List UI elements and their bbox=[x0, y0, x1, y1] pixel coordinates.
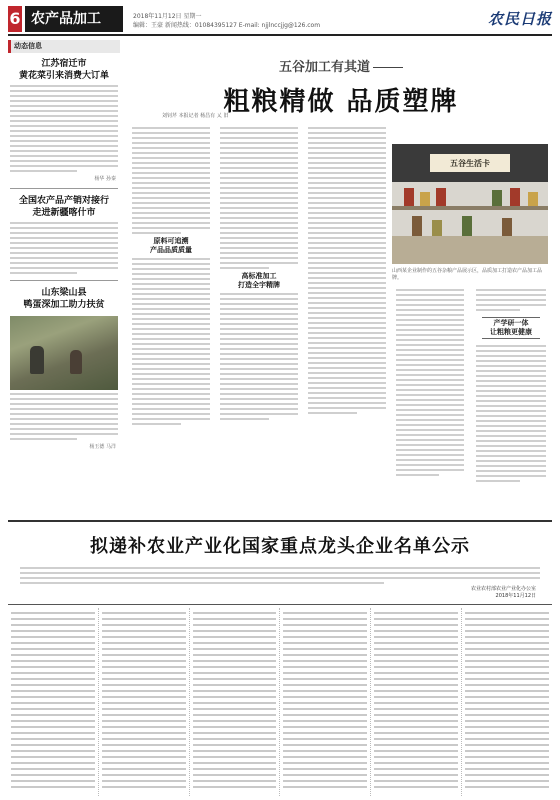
list-column bbox=[190, 608, 281, 796]
subhead-2: 高标准加工 打造全宇精牌 bbox=[238, 272, 280, 289]
article-title-2: 全国农产品产销对接行 走进新疆喀什市 bbox=[18, 196, 109, 218]
feature-col-1 bbox=[130, 124, 212, 428]
page-number: 6 bbox=[8, 6, 22, 32]
article-body-1 bbox=[8, 85, 120, 172]
list-column bbox=[462, 608, 552, 796]
section-name: 农产品加工 bbox=[25, 6, 123, 32]
list-column bbox=[371, 608, 462, 796]
date-line: 2018年11月12日 星期一 bbox=[133, 13, 202, 20]
notice-intro bbox=[20, 564, 540, 587]
photo-caption: 山西某企业制作的五谷杂粮产品展示区，品质加工打造农产品加工品牌。 bbox=[392, 268, 543, 281]
article-body-3 bbox=[8, 393, 120, 440]
left-column bbox=[8, 40, 120, 514]
page-header bbox=[8, 6, 552, 32]
feature-col-3 bbox=[306, 124, 388, 417]
feature-col-4 bbox=[394, 286, 466, 479]
list-column bbox=[280, 608, 371, 796]
notice-title: 拟递补农业产业化国家重点龙头企业名单公示 bbox=[90, 536, 470, 557]
list-column bbox=[99, 608, 190, 796]
feature-photo bbox=[392, 144, 548, 264]
article-title-3: 山东梁山县 鸭蛋深加工助力扶贫 bbox=[23, 288, 105, 310]
section-tag: 动态信息 bbox=[8, 40, 120, 53]
feature-kicker: 五谷加工有其道 bbox=[130, 56, 552, 75]
article-title-1: 江苏宿迁市 黄花菜引来消费大订单 bbox=[18, 59, 109, 81]
byline-3: 杨玉德 马洋 bbox=[89, 444, 116, 450]
masthead: 农民日报 bbox=[487, 10, 552, 28]
header-rule bbox=[8, 34, 552, 36]
subhead-3: 产学研一体 让粗粮更健康 bbox=[482, 317, 540, 339]
subhead-1: 原料可追溯 产品品质质量 bbox=[150, 237, 192, 254]
article-body-2 bbox=[8, 222, 120, 274]
list-column bbox=[8, 608, 99, 796]
section-divider bbox=[8, 520, 552, 522]
editor-line: 编辑：王豪 新闻热线：01084395127 E-mail: njjlnccjjg@126.com bbox=[133, 22, 321, 29]
company-list bbox=[8, 608, 552, 796]
feature-article bbox=[130, 40, 552, 514]
article-photo bbox=[10, 316, 118, 390]
feature-col-2 bbox=[218, 124, 300, 423]
store-sign: 五谷生活卡 bbox=[430, 154, 510, 172]
byline-1: 杨华 孙秦 bbox=[94, 176, 116, 182]
notice-signature bbox=[471, 586, 536, 600]
feature-col-5 bbox=[474, 286, 548, 485]
feature-title: 粗粮精做 品质塑牌 bbox=[223, 87, 459, 117]
notice-org: 农业农村部农业产业化办公室 bbox=[470, 586, 536, 592]
feature-byline: 刘钊芹 本报记者 杨昌有 乂 旧 bbox=[162, 113, 229, 119]
notice-date: 2018年11月12日 bbox=[495, 593, 536, 599]
